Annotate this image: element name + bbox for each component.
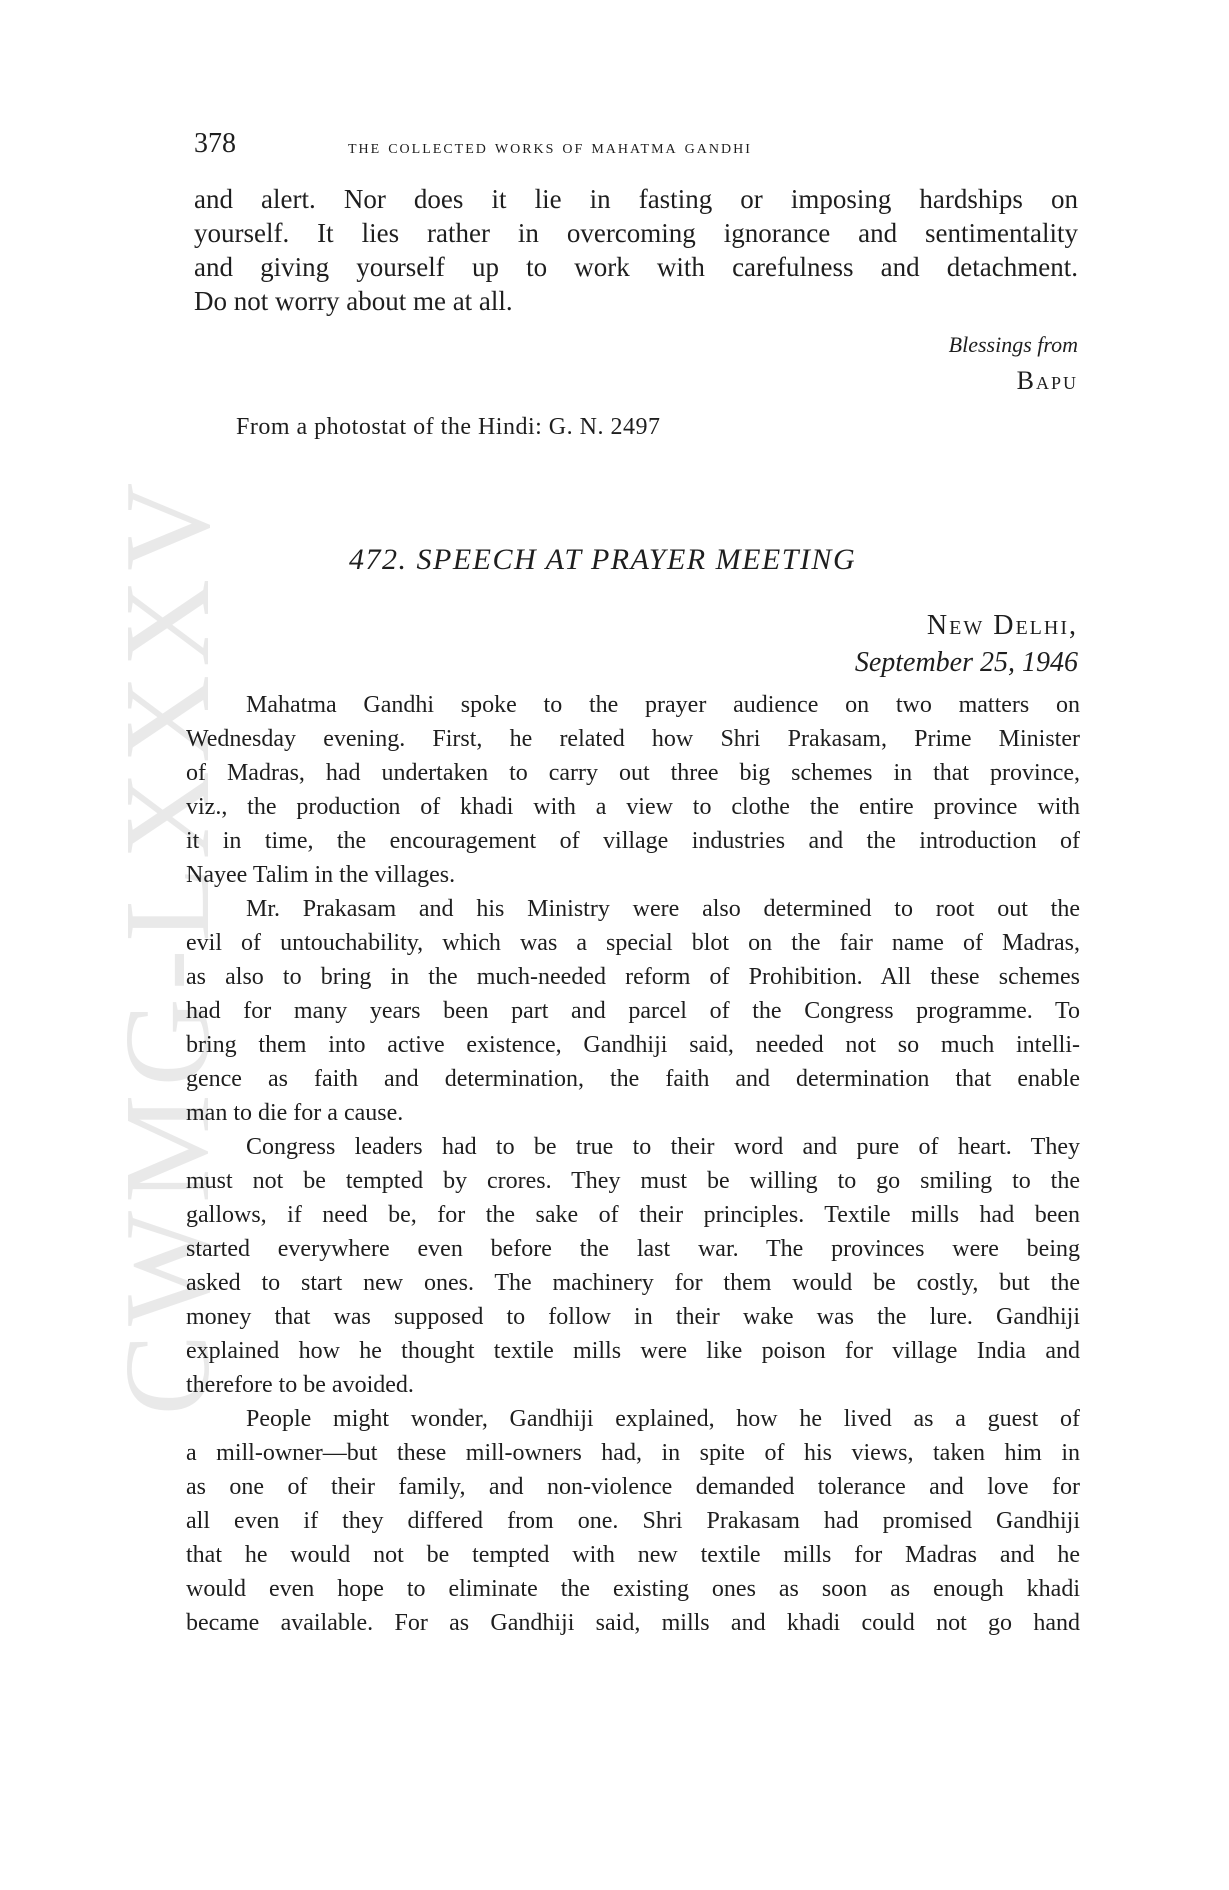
text-line: evil of untouchability, which was a special blot on the fair name of Madras, [186,930,1080,956]
text-line: gence as faith and determination, the faith and determination that enable [186,1066,1080,1092]
text-line: Do not worry about me at all. [194,286,513,316]
dateline [855,607,1078,681]
text-line: as also to bring in the much-needed reform of Prohibition. All these schemes [186,964,1080,990]
watermark-text: CWMG-LXXXV [100,474,235,1416]
text-line: it in time, the encouragement of village industries and the introduction of [186,828,1080,854]
text-line: as one of their family, and non-violence demanded tolerance and love for [186,1474,1080,1500]
text-line: started everywhere even before the last war. The provinces were being [186,1236,1080,1262]
text-line: Nayee Talim in the villages. [186,862,456,888]
page-number: 378 [194,128,236,159]
text-line: yourself. It lies rather in overcoming ignorance and sentimentality [194,218,1078,248]
text-line: therefore to be avoided. [186,1372,414,1398]
text-line: gallows, if need be, for the sake of their principles. Textile mills had been [186,1202,1080,1228]
source-note: From a photostat of the Hindi: G. N. 2497 [236,414,661,440]
paragraph-4 [186,1402,1080,1640]
closing-phrase: Blessings from [948,332,1078,357]
text-line: explained how he thought textile mills were like poison for village India and [186,1338,1080,1364]
text-line: a mill-owner—but these mill-owners had, in spite of his views, taken him in [186,1440,1080,1466]
text-line: Mahatma Gandhi spoke to the prayer audience on two matters on [246,692,1080,718]
text-line: that he would not be tempted with new textile mills for Madras and he [186,1542,1080,1568]
text-line: Wednesday evening. First, he related how Shri Prakasam, Prime Minister [186,726,1080,752]
dateline-place: New Delhi, [926,610,1078,641]
text-line: became available. For as Gandhiji said, mills and khadi could not go hand [186,1610,1080,1636]
text-line: all even if they differed from one. Shri Prakasam had promised Gandhiji [186,1508,1080,1534]
signature: Bapu [1016,366,1078,395]
text-line: People might wonder, Gandhiji explained, how he lived as a guest of [246,1406,1080,1432]
text-line: and alert. Nor does it lie in fasting or imposing hardships on [194,184,1078,214]
paragraph-1 [186,688,1080,892]
text-line: viz., the production of khadi with a view to clothe the entire province with [186,794,1080,820]
text-line: Mr. Prakasam and his Ministry were also determined to root out the [246,896,1080,922]
text-line: and giving yourself up to work with carefulness and detachment. [194,252,1078,282]
text-line: had for many years been part and parcel of the Congress programme. To [186,998,1080,1024]
text-line: asked to start new ones. The machinery for them would be costly, but the [186,1270,1080,1296]
page-header [194,128,1084,168]
text-line: man to die for a cause. [186,1100,404,1126]
paragraph-2 [186,892,1080,1130]
text-line: money that was supposed to follow in their wake was the lure. Gandhiji [186,1304,1080,1330]
text-line: of Madras, had undertaken to carry out three big schemes in that province, [186,760,1080,786]
document-title: 472. SPEECH AT PRAYER MEETING [349,543,857,576]
text-line: must not be tempted by crores. They must be willing to go smiling to the [186,1168,1080,1194]
text-line: Congress leaders had to be true to their word and pure of heart. They [246,1134,1080,1160]
letter-closing [949,330,1078,396]
dateline-date: September 25, 1946 [854,647,1078,678]
paragraph-3 [186,1130,1080,1402]
text-line: would even hope to eliminate the existing ones as soon as enough khadi [186,1576,1080,1602]
letter-end-text [194,182,1078,318]
text-line: bring them into active existence, Gandhiji said, needed not so much intelli- [186,1032,1080,1058]
running-head: the collected works of mahatma gandhi [348,136,752,158]
